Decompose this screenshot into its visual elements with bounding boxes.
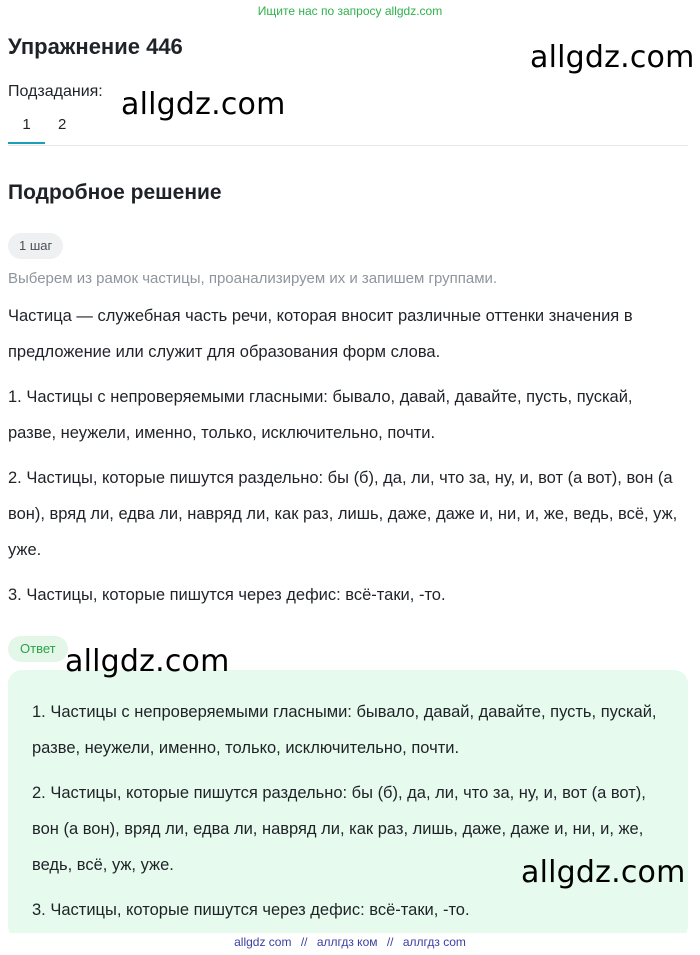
answer-paragraph: 2. Частицы, которые пишутся раздельно: бы (б), да, ли, что за, ну, и, вот (а вот), вон (а вон), вряд ли, едва ли, навряд ли, как раз, лишь, даже, даже и, ни, и, же, ведь, всё, уж, уже. [32, 784, 646, 874]
step-intro: Выберем из рамок частицы, проанализируем их и запишем группами. [8, 270, 498, 287]
solution-paragraph: 3. Частицы, которые пишутся через дефис: всё-таки, -то. [8, 586, 446, 604]
subtask-tabs [8, 112, 86, 146]
answer-box [8, 670, 688, 940]
divider [8, 145, 688, 146]
answer-paragraph: 3. Частицы, которые пишутся через дефис: всё-таки, -то. [32, 901, 470, 919]
footer-link[interactable]: allgdz com [234, 935, 292, 949]
tab-subtask-2[interactable]: 2 [58, 116, 67, 133]
solution-paragraph: 2. Частицы, которые пишутся раздельно: бы (б), да, ли, что за, ну, и, вот (а вот), вон (а вон), вряд ли, едва ли, навряд ли, как раз, лишь, даже, даже и, ни, и, же, ведь, всё, уж, уже. [8, 469, 678, 559]
solution-content [8, 298, 680, 622]
solution-paragraph: 1. Частицы с непроверяемыми гласными: бывало, давай, давайте, пусть, пускай, разве, неужели, именно, только, исключительно, почти. [8, 388, 633, 442]
footer-link[interactable]: аллгдз ком [316, 935, 378, 949]
subtasks-label: Подзадания: [8, 83, 103, 100]
watermark: allgdz.com [65, 644, 230, 679]
watermark: allgdz.com [521, 855, 686, 890]
tab-subtask-1[interactable]: 1 [8, 112, 45, 144]
step-badge: 1 шаг [8, 233, 63, 259]
answer-paragraph: 1. Частицы с непроверяемыми гласными: бывало, давай, давайте, пусть, пускай, разве, неужели, именно, только, исключительно, почти. [32, 703, 657, 757]
page-title: Упражнение 446 [8, 34, 183, 59]
solution-paragraph: Частица — служебная часть речи, которая вносит различные оттенки значения в предложение или служит для образования форм слова. [8, 307, 633, 361]
watermark: allgdz.com [121, 87, 286, 122]
footer-separator: // [386, 935, 394, 949]
watermark: allgdz.com [530, 40, 695, 75]
footer [0, 933, 700, 955]
answer-badge: Ответ [8, 636, 68, 662]
footer-link[interactable]: аллгдз com [402, 935, 466, 949]
footer-separator: // [300, 935, 308, 949]
top-banner[interactable]: Ищите нас по запросу allgdz.com [257, 4, 443, 18]
solution-title: Подробное решение [8, 181, 222, 204]
